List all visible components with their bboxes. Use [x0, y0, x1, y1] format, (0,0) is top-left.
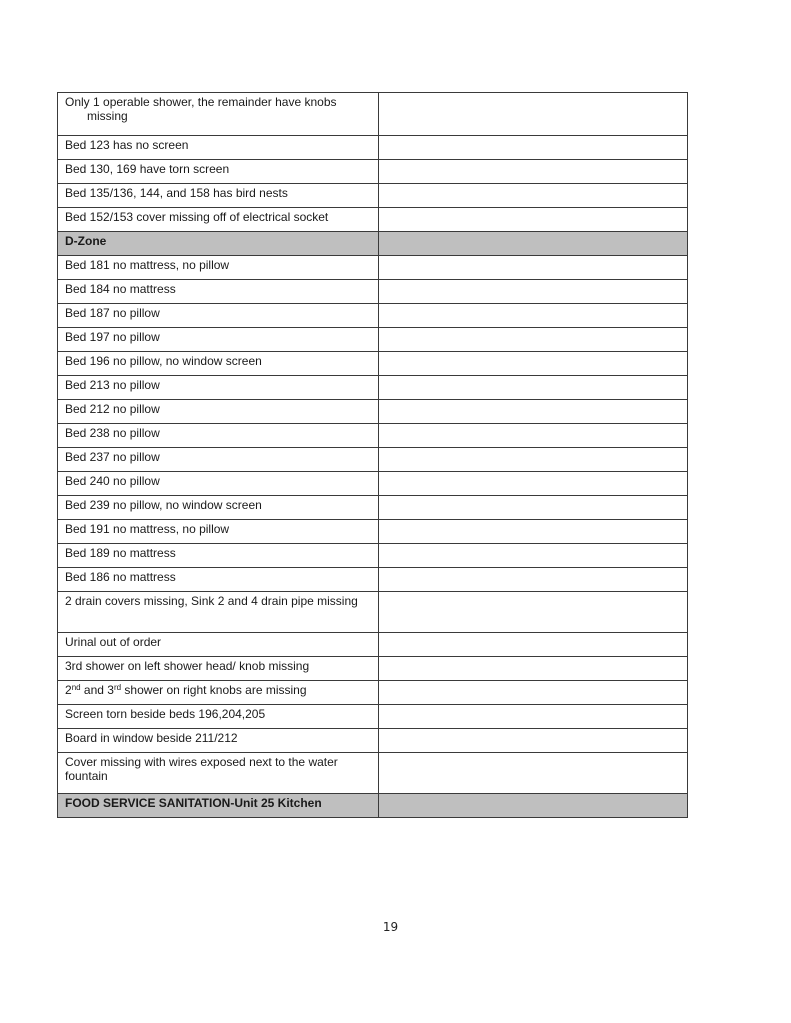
table-row — [58, 705, 688, 729]
finding-cell: 2 drain covers missing, Sink 2 and 4 drain pipe missing — [58, 592, 379, 633]
table-row — [58, 633, 688, 657]
finding-cell — [58, 681, 379, 705]
finding-cell: 3rd shower on left shower head/ knob missing — [58, 657, 379, 681]
notes-cell — [379, 280, 688, 304]
table-row — [58, 496, 688, 520]
table-row — [58, 472, 688, 496]
table-row — [58, 328, 688, 352]
table-row — [58, 208, 688, 232]
notes-cell — [379, 729, 688, 753]
table-row — [58, 729, 688, 753]
notes-cell — [379, 376, 688, 400]
notes-cell — [379, 160, 688, 184]
table-row — [58, 304, 688, 328]
table-row — [58, 93, 688, 136]
notes-cell — [379, 136, 688, 160]
notes-cell — [379, 568, 688, 592]
page-number: 19 — [382, 920, 399, 934]
finding-cell: Bed 130, 169 have torn screen — [58, 160, 379, 184]
table-row — [58, 280, 688, 304]
notes-cell — [379, 328, 688, 352]
finding-text: Only 1 operable shower, the remainder have knobs missing — [65, 95, 337, 123]
notes-cell — [379, 657, 688, 681]
notes-cell — [379, 304, 688, 328]
finding-cell: Bed 184 no mattress — [58, 280, 379, 304]
table-row — [58, 753, 688, 794]
section-header-row — [58, 232, 688, 256]
finding-cell: Bed 191 no mattress, no pillow — [58, 520, 379, 544]
notes-cell — [379, 472, 688, 496]
table-row — [58, 400, 688, 424]
finding-cell — [58, 93, 379, 136]
table-row — [58, 520, 688, 544]
finding-cell: Bed 123 has no screen — [58, 136, 379, 160]
notes-cell — [379, 705, 688, 729]
notes-cell — [379, 544, 688, 568]
table-row — [58, 184, 688, 208]
finding-cell: Board in window beside 211/212 — [58, 729, 379, 753]
finding-cell: Bed 239 no pillow, no window screen — [58, 496, 379, 520]
finding-cell: Bed 237 no pillow — [58, 448, 379, 472]
notes-cell — [379, 93, 688, 136]
notes-cell — [379, 681, 688, 705]
notes-cell — [379, 184, 688, 208]
table-row — [58, 544, 688, 568]
table-row — [58, 256, 688, 280]
table-row — [58, 568, 688, 592]
notes-cell — [379, 520, 688, 544]
section-shaded-cell — [379, 232, 688, 256]
finding-text-end: shower on right knobs are missing — [121, 683, 307, 697]
notes-cell — [379, 424, 688, 448]
notes-cell — [379, 256, 688, 280]
finding-text-mid: and 3 — [80, 683, 114, 697]
notes-cell — [379, 633, 688, 657]
finding-cell: Bed 187 no pillow — [58, 304, 379, 328]
table-row — [58, 657, 688, 681]
notes-cell — [379, 592, 688, 633]
finding-cell: Screen torn beside beds 196,204,205 — [58, 705, 379, 729]
table-row — [58, 352, 688, 376]
finding-cell: Bed 181 no mattress, no pillow — [58, 256, 379, 280]
ordinal-suffix: nd — [71, 683, 81, 692]
table-row — [58, 160, 688, 184]
finding-cell: Bed 197 no pillow — [58, 328, 379, 352]
section-title: FOOD SERVICE SANITATION-Unit 25 Kitchen — [58, 794, 379, 818]
finding-cell: Bed 213 no pillow — [58, 376, 379, 400]
finding-cell: Bed 238 no pillow — [58, 424, 379, 448]
finding-cell: Bed 189 no mattress — [58, 544, 379, 568]
inspection-findings-table — [57, 92, 688, 818]
table-row — [58, 376, 688, 400]
notes-cell — [379, 753, 688, 794]
section-title: D-Zone — [58, 232, 379, 256]
finding-cell: Urinal out of order — [58, 633, 379, 657]
table-row — [58, 136, 688, 160]
finding-cell: Bed 152/153 cover missing off of electrical socket — [58, 208, 379, 232]
ordinal-suffix: rd — [113, 683, 122, 692]
notes-cell — [379, 208, 688, 232]
finding-cell: Bed 196 no pillow, no window screen — [58, 352, 379, 376]
table-row — [58, 448, 688, 472]
finding-cell: Bed 240 no pillow — [58, 472, 379, 496]
notes-cell — [379, 400, 688, 424]
finding-cell: Bed 135/136, 144, and 158 has bird nests — [58, 184, 379, 208]
notes-cell — [379, 448, 688, 472]
section-header-row — [58, 794, 688, 818]
table-row — [58, 592, 688, 633]
notes-cell — [379, 496, 688, 520]
ordinal-number: 2 — [65, 683, 72, 697]
finding-cell: Cover missing with wires exposed next to the water fountain — [58, 753, 379, 794]
finding-cell: Bed 186 no mattress — [58, 568, 379, 592]
table-row — [58, 424, 688, 448]
notes-cell — [379, 352, 688, 376]
section-shaded-cell — [379, 794, 688, 818]
finding-cell: Bed 212 no pillow — [58, 400, 379, 424]
table-row — [58, 681, 688, 705]
